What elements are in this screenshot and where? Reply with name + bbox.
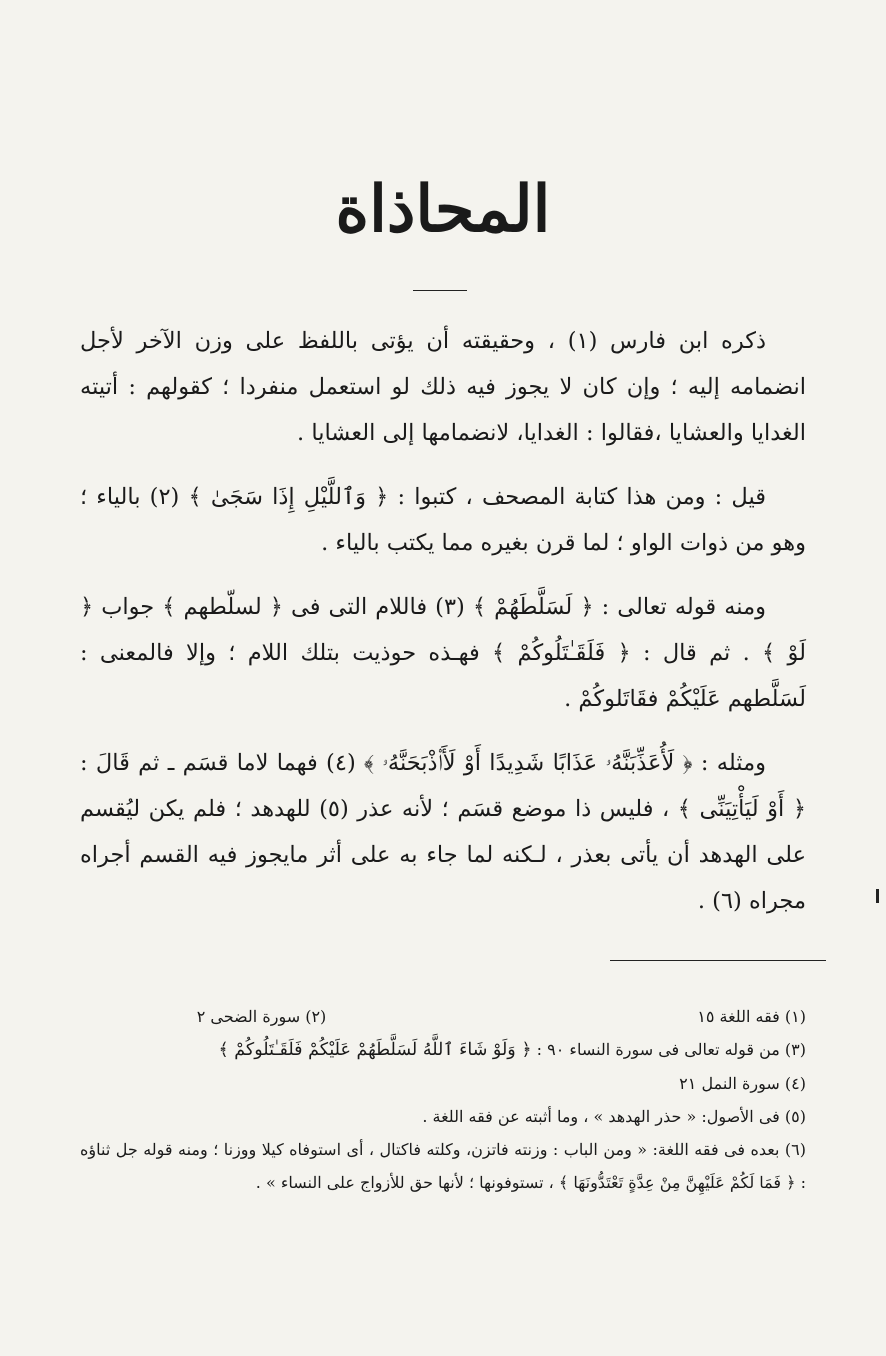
footnote-5: (٥) فى الأصول: « حذر الهدهد » ، وما أثبته عن فقه اللغة . xyxy=(422,1107,806,1126)
paragraph-1: ذكره ابن فارس (١) ، وحقيقته أن يؤتى باللفظ على وزن الآخر لأجل انضمامه إليه ؛ وإن كان لا يجوز فيه ذلك لو استعمل منفردا ؛ كقولهم : أتيته الغدايا والعشايا ،فقالوا : الغدايا، لانضمامها إلى العشايا . xyxy=(80,328,806,446)
footnote-3-quran: ﴿ وَلَوْ شَاءَ ٱللَّهُ لَسَلَّطَهُمْ عَلَيْكُمْ فَلَقَـٰتَلُوكُمْ ﴾ xyxy=(218,1040,532,1060)
footnote-4: (٤) سورة النمل ٢١ xyxy=(679,1074,806,1093)
main-text xyxy=(80,318,806,942)
title-divider xyxy=(413,290,467,291)
margin-mark xyxy=(876,889,879,903)
page-title: المحاذاة xyxy=(335,172,551,247)
footnote-3-text: (٣) من قوله تعالى فى سورة النساء ٩٠ : xyxy=(536,1040,806,1059)
footnote-3 xyxy=(80,1033,806,1067)
footnote-6: (٦) بعده فى فقه اللغة: « ومن الباب : وزنته فاتزن، وكلته فاكتال ، أى استوفاه كيلا ووزنا ؛ ومنه قوله جل ثناؤه : ﴿ فَمَا لَكُمْ عَلَيْهِنَّ مِنْ عِدَّةٍ تَعْتَدُّونَهَا ﴾ ، تستوفونها ؛ لأنها حق للأزواج على النساء » . xyxy=(80,1140,806,1192)
paragraph-3: ومنه قوله تعالى : ﴿ لَسَلَّطَهُمْ ﴾ (٣) فاللام التى فى ﴿ لسلّطهم ﴾ جواب ﴿ لَوْ ﴾ . ثم قال : ﴿ فَلَقَـٰتَلُوكُمْ ﴾ فهـذه حوذيت بتلك اللام ؛ وإلا فالمعنى : لَسَلَّطهم عَلَيْكُمْ فقَاتَلوكُمْ . xyxy=(80,594,806,712)
paragraph-2: قيل : ومن هذا كتابة المصحف ، كتبوا : ﴿ وَٱللَّيْلِ إِذَا سَجَىٰ ﴾ (٢) بالياء ؛ وهو من ذوات الواو ؛ لما قرن بغيره مما يكتب بالياء . xyxy=(80,484,806,556)
footnote-2: (٢) سورة الضحى ٢ xyxy=(196,1007,327,1026)
footnote-divider xyxy=(610,960,826,961)
paragraph-4: ومثله : ﴿ لَأُعَذِّبَنَّهُۥ عَذَابًا شَدِيدًا أَوْ لَأَا۟ذْبَحَنَّهُۥ ﴾ (٤) فهما لاما قسَم ـ ثم قَالَ : ﴿ أَوْ لَيَأْتِيَنِّى ﴾ ، فليس ذا موضع قسَم ؛ لأنه عذر (٥) للهدهد ؛ فلم يكن ليُقسم على الهدهد أن يأتى بعذر ، لـكنه لما جاء به على أثر مايجوز فيه القسم أجراه مجراه (٦) . xyxy=(80,750,806,914)
footnote-row-1-2 xyxy=(80,1000,806,1033)
footnotes xyxy=(80,1000,806,1199)
footnote-1: (١) فقه اللغة ١٥ xyxy=(697,1007,806,1026)
